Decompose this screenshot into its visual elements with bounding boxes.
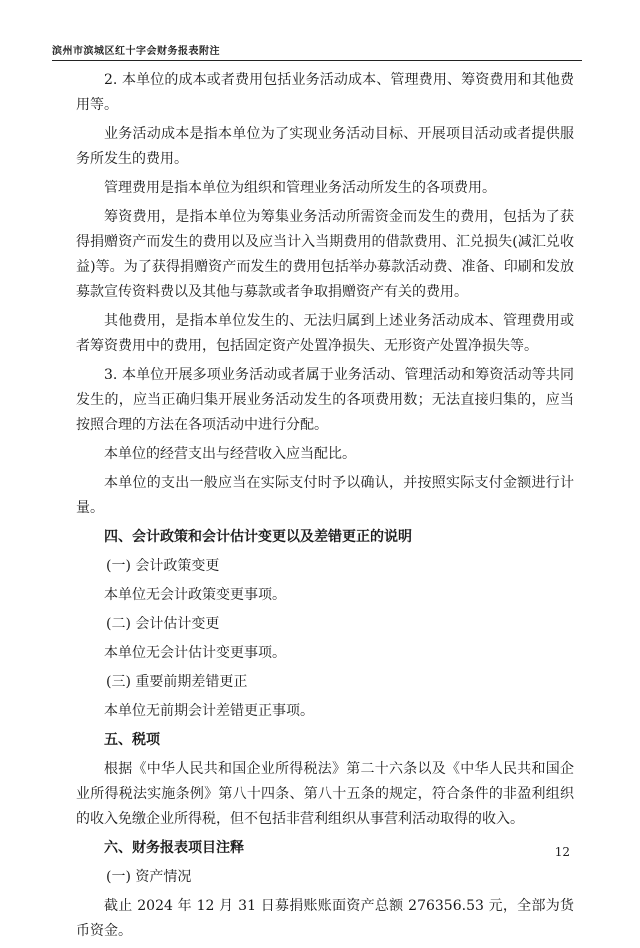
paragraph-no-estimate-change: 本单位无会计估计变更事项。 [104, 645, 286, 661]
paragraph-tax-law: 根据《中华人民共和国企业所得税法》第二十六条以及《中华人民共和国企业所得税法实施条例》第八十四条、第八十五条的规定，符合条件的非盈利组织的收入免缴企业所得税，但不包括非营利组织从事营利活动取得的收入。 [76, 761, 574, 827]
page-number: 12 [554, 845, 570, 859]
paragraph-cost-allocation: 3. 本单位开展多项业务活动或者属于业务活动、管理活动和筹资活动等共同发生的，应当正确归集开展业务活动发生的各项费用数；无法直接归集的，应当按照合理的方法在各项活动中进行分配。 [76, 367, 574, 433]
paragraph-business-activity-cost: 业务活动成本是指本单位为了实现业务活动目标、开展项目活动或者提供服务所发生的费用。 [76, 126, 574, 167]
document-body [76, 68, 574, 948]
section-heading-tax: 五、税项 [104, 732, 160, 748]
paragraph-operating-matching: 本单位的经营支出与经营收入应当配比。 [104, 446, 356, 462]
subheading-error-correction: (三) 重要前期差错更正 [106, 674, 248, 690]
paragraph-expense-recognition: 本单位的支出一般应当在实际支付时予以确认，并按照实际支付金额进行计量。 [76, 475, 574, 516]
header-title: 滨州市滨城区红十字会财务报表附注 [52, 46, 220, 57]
subheading-policy-change: (一) 会计政策变更 [106, 558, 220, 574]
section-heading-policy-changes: 四、会计政策和会计估计变更以及差错更正的说明 [104, 529, 412, 545]
paragraph-management-expense: 管理费用是指本单位为组织和管理业务活动所发生的各项费用。 [104, 180, 496, 196]
subheading-estimate-change: (二) 会计估计变更 [106, 616, 220, 632]
section-heading-notes: 六、财务报表项目注释 [104, 840, 244, 856]
paragraph-other-expense: 其他费用，是指本单位发生的、无法归属到上述业务活动成本、管理费用或者筹资费用中的费用，包括固定资产处置净损失、无形资产处置净损失等。 [76, 313, 574, 354]
paragraph-no-error-correction: 本单位无前期会计差错更正事项。 [104, 703, 314, 719]
paragraph-cost-categories: 2. 本单位的成本或者费用包括业务活动成本、管理费用、筹资费用和其他费用等。 [76, 72, 574, 113]
paragraph-financing-expense: 筹资费用，是指本单位为筹集业务活动所需资金而发生的费用，包括为了获得捐赠资产而发生的费用以及应当计入当期费用的借款费用、汇兑损失(减汇兑收益)等。为了获得捐赠资产而发生的费用包括举办募款活动费、准备、印刷和发放募款宣传资料费以及其他与募款或者争取捐赠资产有关的费用。 [76, 209, 574, 300]
paragraph-no-policy-change: 本单位无会计政策变更事项。 [104, 587, 286, 603]
page-header [52, 40, 582, 61]
subheading-assets: (一) 资产情况 [106, 869, 192, 885]
paragraph-total-assets: 截止 2024 年 12 月 31 日募捐账账面资产总额 276356.53 元，全部为货币资金。 [76, 898, 574, 939]
